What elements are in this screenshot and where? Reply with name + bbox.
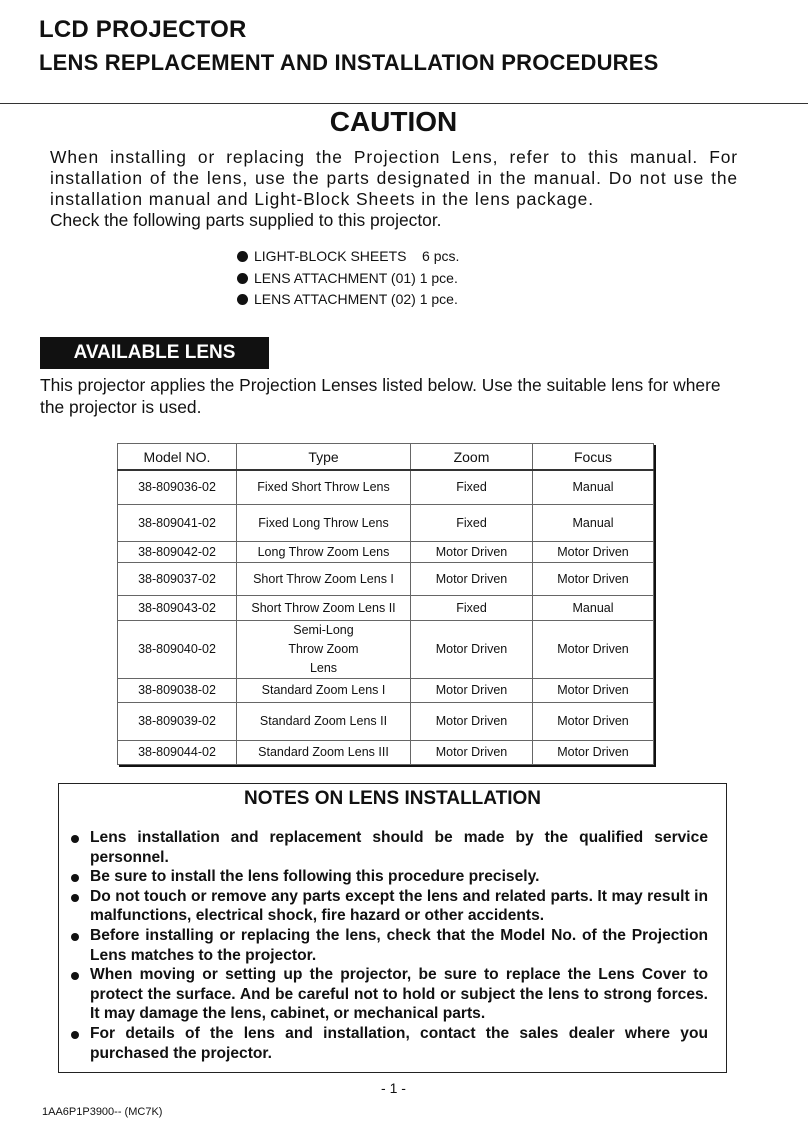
table-row xyxy=(118,595,654,620)
part-label: LENS ATTACHMENT (01) 1 pce. xyxy=(254,269,458,286)
note-text: Be sure to install the lens following this procedure precisely. xyxy=(90,868,540,886)
note-text: For details of the lens and installation, contact the sales dealer where you purchased the projector. xyxy=(90,1024,708,1062)
cell-focus: Motor Driven xyxy=(533,702,654,740)
bullet-icon xyxy=(237,251,248,262)
cell-model: 38-809036-02 xyxy=(118,470,237,504)
bullet-icon xyxy=(71,894,79,902)
bullet-icon xyxy=(71,972,79,980)
caution-heading: CAUTION xyxy=(329,106,458,137)
table-row xyxy=(118,470,654,504)
caution-text xyxy=(50,147,738,231)
cell-focus: Manual xyxy=(533,595,654,620)
note-text: Do not touch or remove any parts except the lens and related parts. It may result in malfunctions, electrical shock, fire hazard or other accidents. xyxy=(90,887,708,925)
column-header-zoom: Zoom xyxy=(411,444,533,471)
cell-type: Long Throw Zoom Lens xyxy=(237,541,411,562)
supplied-part-item xyxy=(237,289,459,311)
cell-type: Semi-Long Throw Zoom Lens xyxy=(237,620,411,678)
header-divider xyxy=(0,103,808,104)
note-text: Lens installation and replacement should be made by the qualified service personnel. xyxy=(90,829,708,866)
table-row xyxy=(118,678,654,702)
cell-model: 38-809041-02 xyxy=(118,504,237,541)
table-row xyxy=(118,541,654,562)
column-header-focus: Focus xyxy=(533,444,654,471)
supplied-part-item xyxy=(237,246,459,268)
cell-type: Short Throw Zoom Lens II xyxy=(237,595,411,620)
available-lens-heading: AVAILABLE LENS xyxy=(40,337,269,369)
supplied-parts-list xyxy=(237,246,459,311)
bullet-icon xyxy=(71,874,79,882)
note-item xyxy=(71,828,708,867)
notes-list xyxy=(71,828,708,1063)
note-item xyxy=(71,965,708,1024)
cell-focus: Motor Driven xyxy=(533,678,654,702)
cell-model: 38-809039-02 xyxy=(118,702,237,740)
cell-focus: Motor Driven xyxy=(533,541,654,562)
bullet-icon xyxy=(71,1031,79,1039)
note-item xyxy=(71,1024,708,1063)
cell-zoom: Motor Driven xyxy=(411,678,533,702)
table-row xyxy=(118,702,654,740)
available-lens-intro: This projector applies the Projection Lenses listed below. Use the suitable lens for where the projector is used. xyxy=(40,375,721,417)
cell-zoom: Motor Driven xyxy=(411,740,533,764)
column-header-type: Type xyxy=(237,444,411,471)
table-row xyxy=(118,562,654,595)
supplied-part-item xyxy=(237,268,459,290)
part-label: LENS ATTACHMENT (02) 1 pce. xyxy=(254,291,458,308)
cell-zoom: Fixed xyxy=(411,504,533,541)
cell-zoom: Fixed xyxy=(411,595,533,620)
cell-zoom: Motor Driven xyxy=(411,562,533,595)
caution-paragraph: When installing or replacing the Projection Lens, refer to this manual. For installation of the lens, use the parts designated in the manual. Do not use the installation manual and Light-Block Sheets in the lens package. xyxy=(50,147,738,209)
cell-focus: Motor Driven xyxy=(533,562,654,595)
part-label: LIGHT-BLOCK SHEETS 6 pcs. xyxy=(254,248,460,264)
cell-model: 38-809038-02 xyxy=(118,678,237,702)
cell-focus: Motor Driven xyxy=(533,740,654,764)
cell-model: 38-809043-02 xyxy=(118,595,237,620)
cell-focus: Motor Driven xyxy=(533,620,654,678)
bullet-icon xyxy=(237,294,248,305)
table-header-row xyxy=(118,444,654,471)
lens-table xyxy=(117,443,654,765)
note-item xyxy=(71,926,708,965)
document-title: LCD PROJECTOR xyxy=(39,16,247,43)
cell-zoom: Motor Driven xyxy=(411,541,533,562)
cell-model: 38-809037-02 xyxy=(118,562,237,595)
notes-heading: NOTES ON LENS INSTALLATION xyxy=(244,788,541,809)
cell-model: 38-809040-02 xyxy=(118,620,237,678)
cell-type: Fixed Long Throw Lens xyxy=(237,504,411,541)
note-item xyxy=(71,887,708,926)
note-item xyxy=(71,867,708,887)
cell-zoom: Fixed xyxy=(411,470,533,504)
table-row xyxy=(118,504,654,541)
table-row xyxy=(118,740,654,764)
page-number: - 1 - xyxy=(381,1080,406,1096)
cell-type: Fixed Short Throw Lens xyxy=(237,470,411,504)
cell-type: Standard Zoom Lens III xyxy=(237,740,411,764)
cell-type: Standard Zoom Lens I xyxy=(237,678,411,702)
cell-zoom: Motor Driven xyxy=(411,702,533,740)
cell-zoom: Motor Driven xyxy=(411,620,533,678)
caution-parts-instruction: Check the following parts supplied to this projector. xyxy=(50,210,442,230)
cell-model: 38-809042-02 xyxy=(118,541,237,562)
cell-focus: Manual xyxy=(533,470,654,504)
cell-focus: Manual xyxy=(533,504,654,541)
cell-type: Short Throw Zoom Lens I xyxy=(237,562,411,595)
notes-box xyxy=(58,783,727,1073)
document-reference: 1AA6P1P3900-- (MC7K) xyxy=(42,1106,163,1118)
document-subtitle: LENS REPLACEMENT AND INSTALLATION PROCEDURES xyxy=(39,50,659,75)
cell-type: Standard Zoom Lens II xyxy=(237,702,411,740)
bullet-icon xyxy=(71,933,79,941)
cell-model: 38-809044-02 xyxy=(118,740,237,764)
note-text: Before installing or replacing the lens, check that the Model No. of the Projection Lens matches to the projector. xyxy=(90,926,708,964)
table-row xyxy=(118,620,654,678)
bullet-icon xyxy=(71,835,79,843)
note-text: When moving or setting up the projector, be sure to replace the Lens Cover to protect the surface. And be careful not to hold or subject the lens to strong forces. It may damage the lens, cabinet, or mechanical parts. xyxy=(90,966,708,1023)
column-header-model: Model NO. xyxy=(118,444,237,471)
bullet-icon xyxy=(237,273,248,284)
